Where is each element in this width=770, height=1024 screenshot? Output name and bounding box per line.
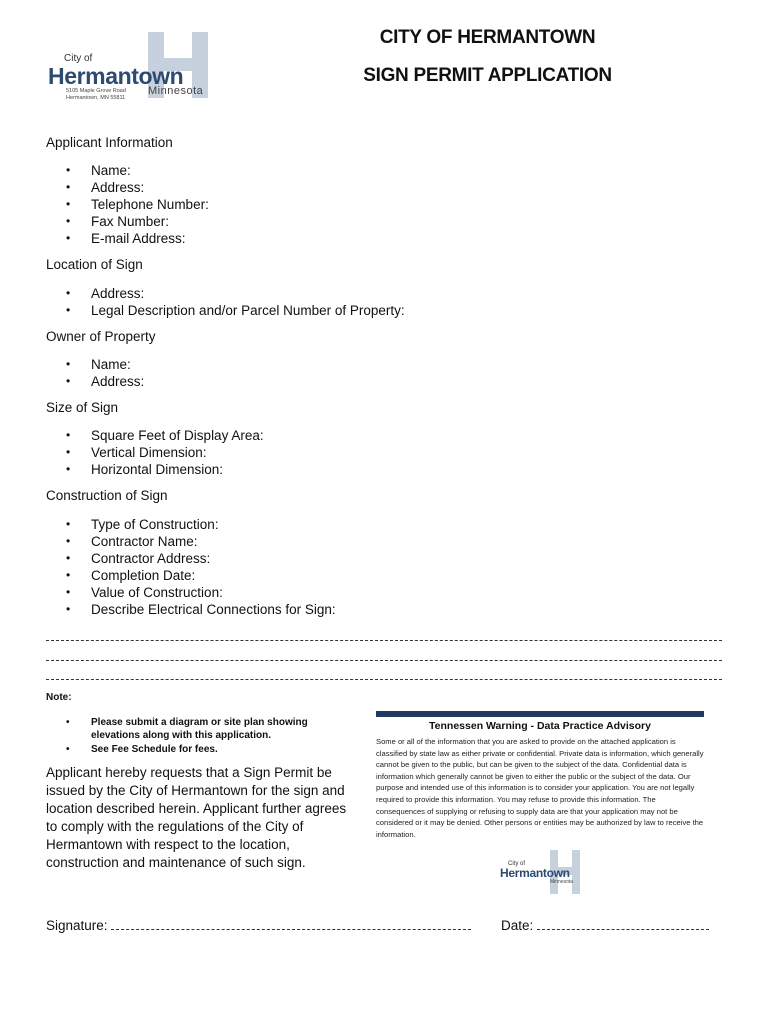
note-item-diagram: • Please submit a diagram or site plan showing elevations along with this application. <box>46 716 346 742</box>
city-logo-small <box>500 850 584 894</box>
size-fields-list <box>46 427 264 478</box>
field-applicant-telephone: • Telephone Number: <box>46 196 209 213</box>
note-label: Note: <box>46 692 72 703</box>
date-field <box>501 918 709 933</box>
field-applicant-name: • Name: <box>46 162 209 179</box>
note-item-fees: • See Fee Schedule for fees. <box>46 743 346 756</box>
field-vertical-dimension: • Vertical Dimension: <box>46 444 264 461</box>
section-heading-construction: Construction of Sign <box>46 488 168 503</box>
field-owner-name: • Name: <box>46 356 144 373</box>
construction-fields-list <box>46 516 336 618</box>
advisory-title: Tennessen Warning - Data Practice Advisory <box>429 720 651 732</box>
field-applicant-fax: • Fax Number: <box>46 213 209 230</box>
field-electrical-connections: • Describe Electrical Connections for Sign: <box>46 601 336 618</box>
logo-state: Minnesota <box>148 85 204 97</box>
signature-field <box>46 918 471 933</box>
fill-in-line <box>46 640 722 641</box>
logo-name: Hermantown <box>48 63 184 89</box>
section-heading-size: Size of Sign <box>46 400 119 415</box>
signature-line <box>111 919 471 930</box>
field-completion-date: • Completion Date: <box>46 567 336 584</box>
page-title-line2: SIGN PERMIT APPLICATION <box>363 65 612 86</box>
fill-in-line <box>46 660 722 661</box>
logo-city-of: City of <box>64 53 93 64</box>
owner-fields-list <box>46 356 144 390</box>
field-contractor-address: • Contractor Address: <box>46 550 336 567</box>
field-applicant-address: • Address: <box>46 179 209 196</box>
field-type-of-construction: • Type of Construction: <box>46 516 336 533</box>
page-title-line1: CITY OF HERMANTOWN <box>379 27 596 48</box>
field-legal-description: • Legal Description and/or Parcel Number of Property: <box>46 302 405 319</box>
applicant-request-statement: Applicant hereby requests that a Sign Permit be issued by the City of Hermantown for the sign and location described herein. Applicant further agrees to comply with the regulations of the City of Hermantown with respect to the location, construction and maintenance of such sign. <box>46 765 347 870</box>
field-value-of-construction: • Value of Construction: <box>46 584 336 601</box>
logo-address-line2: Hermantown, MN 55811 <box>66 95 126 101</box>
section-heading-owner: Owner of Property <box>46 329 156 344</box>
field-location-address: • Address: <box>46 285 405 302</box>
field-square-feet: • Square Feet of Display Area: <box>46 427 264 444</box>
date-line <box>537 919 709 930</box>
notes-list <box>46 716 346 757</box>
field-applicant-email: • E-mail Address: <box>46 230 209 247</box>
small-logo-city-of: City of <box>508 861 526 867</box>
signature-label: Signature: <box>46 918 108 933</box>
applicant-fields-list <box>46 162 209 247</box>
section-heading-location: Location of Sign <box>46 257 143 272</box>
advisory-top-bar <box>376 711 704 717</box>
section-heading-applicant: Applicant Information <box>46 135 173 150</box>
logo-address-line1: 5105 Maple Grove Road <box>66 88 126 94</box>
field-contractor-name: • Contractor Name: <box>46 533 336 550</box>
small-logo-state: Minnesota <box>550 879 574 885</box>
city-logo <box>46 32 216 101</box>
advisory-body: Some or all of the information that you are asked to provide on the attached application is classified by state law as either private or confidential. Private data is information, which generally cannot be given to the public, but can be given to the subject of the data. Confidential data is information which generally cannot be given to either the public or the subject of the data. Our purpose and intended use of this information is to consider your application. You are not legally required to provide this information. You may refuse to provide this information. The consequences of supplying or refusing to supply data are that your application may not be considered or it may be denied. Other persons or entities may be authorized by law to receive the information. <box>376 737 704 839</box>
date-label: Date: <box>501 918 534 933</box>
field-owner-address: • Address: <box>46 373 144 390</box>
small-logo-name: Hermantown <box>500 866 570 880</box>
field-horizontal-dimension: • Horizontal Dimension: <box>46 461 264 478</box>
tennessen-warning-box <box>376 711 704 840</box>
location-fields-list <box>46 285 405 319</box>
fill-in-line <box>46 679 722 680</box>
